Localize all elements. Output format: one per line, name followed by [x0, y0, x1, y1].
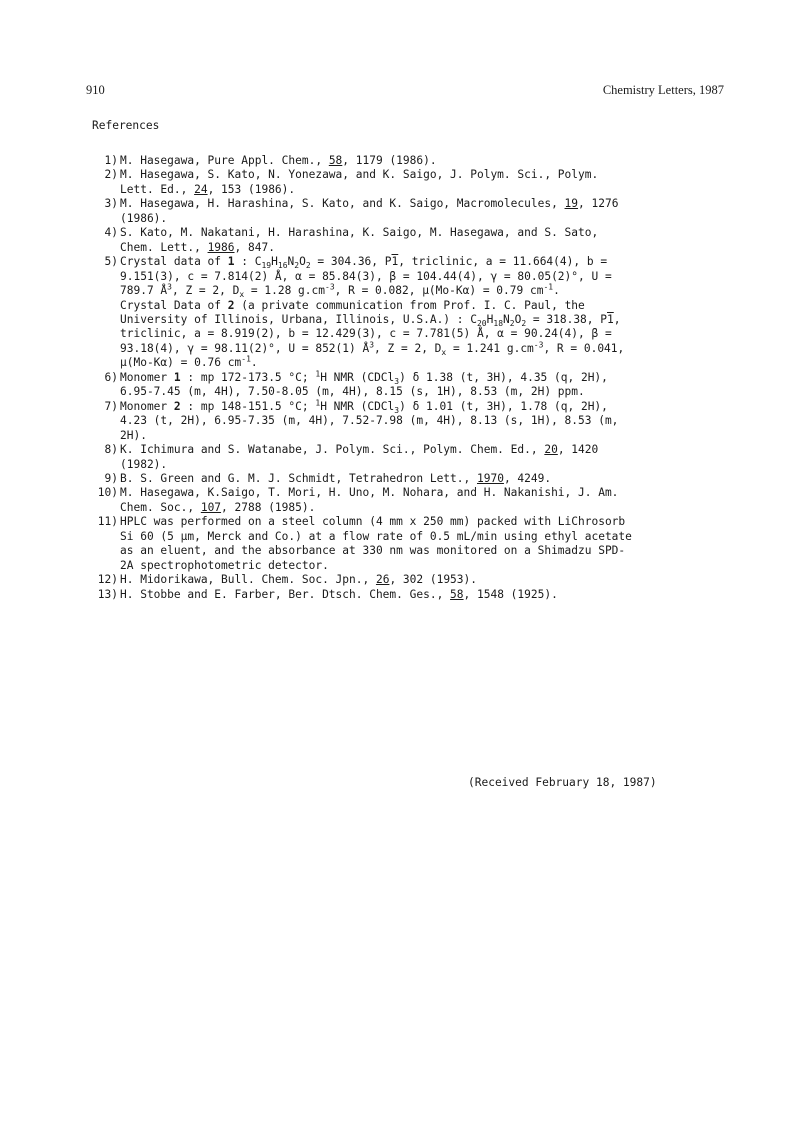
reference-number: 7)	[104, 399, 118, 413]
reference-line: Si 60 (5 μm, Merck and Co.) at a flow rate of 0.5 mL/min using ethyl acetate	[120, 529, 632, 543]
reference-item	[80, 397, 720, 443]
reference-text	[120, 168, 720, 197]
reference-text	[120, 154, 720, 168]
reference-line: M. Hasegawa, H. Harashina, S. Kato, and K. Saigo, Macromolecules, 19, 1276	[120, 197, 619, 211]
reference-item	[80, 472, 720, 486]
reference-number: 5)	[104, 255, 118, 269]
journal-header: Chemistry Letters, 1987	[602, 83, 724, 97]
reference-line: as an eluent, and the absorbance at 330 nm was monitored on a Shimadzu SPD-	[120, 544, 626, 558]
reference-line: S. Kato, M. Nakatani, H. Harashina, K. Saigo, M. Hasegawa, and S. Sato,	[120, 226, 599, 240]
reference-line: M. Hasegawa, K.Saigo, T. Mori, H. Uno, M. Nohara, and H. Nakanishi, J. Am.	[120, 486, 619, 500]
reference-line: 2H).	[120, 428, 147, 442]
reference-text	[120, 226, 720, 255]
reference-line: Lett. Ed., 24, 153 (1986).	[120, 182, 296, 196]
reference-line: HPLC was performed on a steel column (4 mm x 250 mm) packed with LiChrosorb	[120, 515, 626, 529]
reference-item	[80, 154, 720, 168]
reference-text	[120, 573, 720, 587]
reference-line: M. Hasegawa, Pure Appl. Chem., 58, 1179 (1986).	[120, 154, 437, 167]
references-heading: References	[92, 119, 160, 132]
reference-line: 9.151(3), c = 7.814(2) Å, α = 85.84(3), β = 104.44(4), γ = 80.05(2)°, U =	[120, 269, 612, 283]
reference-line: Chem. Lett., 1986, 847.	[120, 240, 275, 254]
reference-item	[80, 588, 720, 602]
reference-item	[80, 443, 720, 472]
reference-item	[80, 255, 720, 371]
reference-line: Monomer 2 : mp 148-151.5 °C; $^1$H NMR (CDCl$_3$) δ 1.01 (t, 3H), 1.78 (q, 2H),	[120, 397, 608, 415]
received-date: (Received February 18, 1987)	[468, 776, 657, 789]
reference-line: K. Ichimura and S. Watanabe, J. Polym. Sci., Polym. Chem. Ed., 20, 1420	[120, 443, 599, 457]
reference-line: Crystal Data of 2 (a private communication from Prof. I. C. Paul, the	[120, 298, 585, 312]
reference-number: 13)	[97, 587, 118, 601]
reference-item	[80, 371, 720, 400]
page-number: 910	[86, 83, 105, 97]
reference-line: (1986).	[120, 211, 168, 225]
reference-number: 4)	[104, 226, 118, 240]
reference-item	[80, 486, 720, 515]
reference-text	[120, 588, 720, 602]
reference-number: 6)	[104, 370, 118, 384]
reference-text	[120, 515, 720, 573]
reference-line: 93.18(4), γ = 98.11(2)°, U = 852(1) $Å^3$, Z = 2, $D_x = 1.241$ $g.cm^{-3}$, R = 0.041,	[120, 340, 625, 358]
reference-line: 4.23 (t, 2H), 6.95-7.35 (m, 4H), 7.52-7.98 (m, 4H), 8.13 (s, 1H), 8.53 (m,	[120, 414, 619, 428]
reference-number: 11)	[97, 515, 118, 529]
reference-text	[120, 197, 720, 226]
reference-line: (1982).	[120, 457, 168, 471]
reference-number: 10)	[97, 486, 118, 500]
reference-line: 2A spectrophotometric detector.	[120, 558, 329, 572]
reference-number: 9)	[104, 471, 118, 485]
reference-item	[80, 197, 720, 226]
reference-text	[120, 443, 720, 472]
reference-text	[120, 472, 720, 486]
reference-line: triclinic, a = 8.919(2), b = 12.429(3), c = 7.781(5) Å, α = 90.24(4), β =	[120, 327, 612, 341]
references-list	[80, 154, 720, 602]
reference-item	[80, 515, 720, 573]
reference-line: Crystal data of 1 : $C_{19}H_{16}N_2O_2 = 304.36$, P1, triclinic, a = 11.664(4), b =	[120, 255, 608, 271]
reference-text	[120, 397, 720, 443]
reference-line: 6.95-7.45 (m, 4H), 7.50-8.05 (m, 4H), 8.15 (s, 1H), 8.53 (m, 2H) ppm.	[120, 385, 585, 399]
reference-line: B. S. Green and G. M. J. Schmidt, Tetrahedron Lett., 1970, 4249.	[120, 471, 552, 485]
reference-line: 789.7 $Å^3$, Z = 2, $D_x = 1.28$ $g.cm^{-3}$, R = 0.082, μ(Mo-Kα) = 0.79 $cm^{-1}$.	[120, 282, 560, 300]
reference-number: 2)	[104, 168, 118, 182]
reference-number: 3)	[104, 197, 118, 211]
reference-item	[80, 168, 720, 197]
reference-line: H. Midorikawa, Bull. Chem. Soc. Jpn., 26, 302 (1953).	[120, 573, 477, 587]
reference-line: H. Stobbe and E. Farber, Ber. Dtsch. Chem. Ges., 58, 1548 (1925).	[120, 587, 558, 601]
reference-line: μ(Mo-Kα) = 0.76 $cm^{-1}$.	[120, 354, 258, 370]
reference-text	[120, 255, 720, 371]
reference-number: 8)	[104, 443, 118, 457]
reference-item	[80, 226, 720, 255]
reference-line: M. Hasegawa, S. Kato, N. Yonezawa, and K. Saigo, J. Polym. Sci., Polym.	[120, 168, 599, 182]
reference-text	[120, 371, 720, 400]
reference-number: 12)	[97, 573, 118, 587]
reference-line: University of Illinois, Urbana, Illinois, U.S.A.) : $C_{20}H_{18}N_2O_2 = 318.38$, P1,	[120, 312, 621, 329]
reference-text	[120, 486, 720, 515]
reference-line: Chem. Soc., 107, 2788 (1985).	[120, 500, 316, 514]
reference-number: 1)	[104, 154, 118, 167]
reference-item	[80, 573, 720, 587]
reference-line: Monomer 1 : mp 172-173.5 °C; $^1$H NMR (CDCl$_3$) δ 1.38 (t, 3H), 4.35 (q, 2H),	[120, 369, 608, 387]
